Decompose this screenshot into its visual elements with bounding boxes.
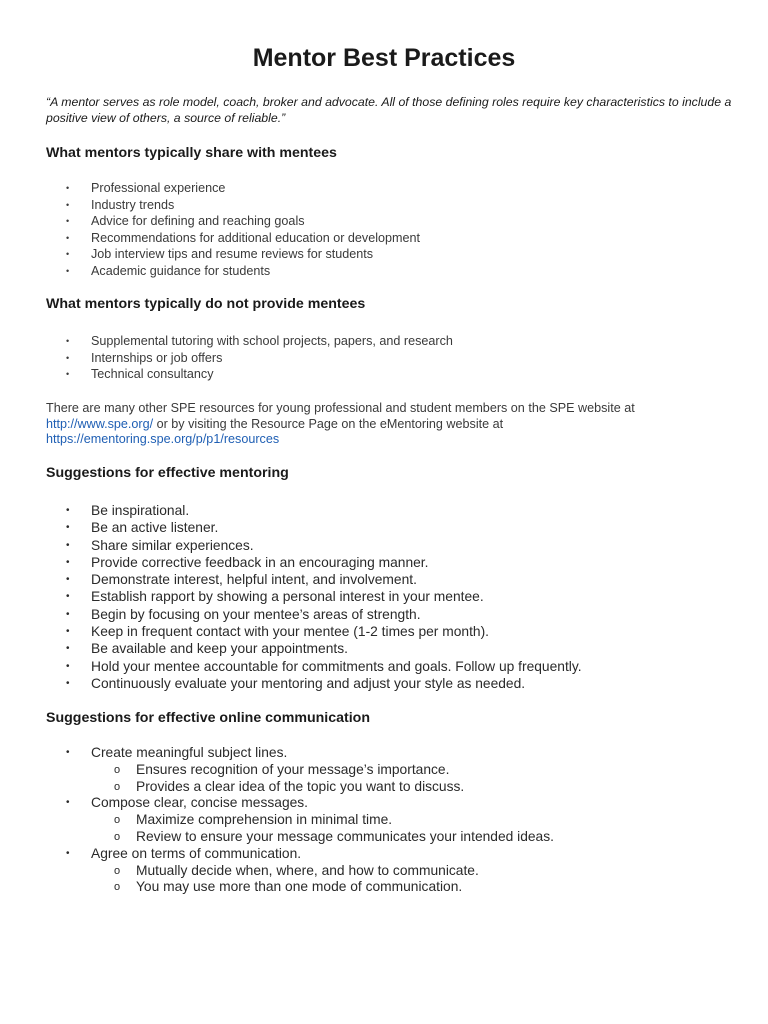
list-item-text: Mutually decide when, where, and how to communicate. <box>136 862 479 878</box>
list-item <box>0 571 768 588</box>
list-item-text: Provides a clear idea of the topic you want to discuss. <box>136 778 465 794</box>
sub-list-item <box>0 829 768 846</box>
list-item <box>0 519 768 536</box>
resources-paragraph <box>46 401 736 448</box>
list-item-text: Recommendations for additional education or development <box>91 230 421 245</box>
list-item-text: Provide corrective feedback in an encouraging manner. <box>91 554 429 570</box>
bullet-icon: • <box>66 369 70 380</box>
list-item <box>0 350 768 367</box>
list-item-text: Be available and keep your appointments. <box>91 641 348 657</box>
list-item <box>0 554 768 571</box>
list-item-text: Create meaningful subject lines. <box>91 745 288 760</box>
list-online <box>0 745 768 896</box>
list-item-text: Professional experience <box>91 181 226 195</box>
page-title: Mentor Best Practices <box>252 44 516 72</box>
list-item <box>0 658 768 675</box>
list-item <box>0 795 768 812</box>
list-effective <box>0 502 768 692</box>
bullet-icon: • <box>66 352 70 363</box>
heading-online: Suggestions for effective online communication <box>46 710 370 726</box>
list-item-text: Share similar experiences. <box>91 537 254 553</box>
bullet-icon: • <box>66 199 70 210</box>
sub-list-item <box>0 779 768 796</box>
bullet-icon: • <box>66 677 70 689</box>
list-item-text: Internships or job offers <box>91 350 223 365</box>
bullet-icon: • <box>66 522 70 534</box>
resources-text-1: There are many other SPE resources for young professional and student members on the SPE website at <box>46 401 635 415</box>
list-item-text: Supplemental tutoring with school projects, papers, and research <box>91 334 453 348</box>
list-item <box>0 623 768 640</box>
list-item <box>0 246 768 263</box>
list-item <box>0 230 768 247</box>
list-item <box>0 640 768 657</box>
heading-effective: Suggestions for effective mentoring <box>46 465 289 481</box>
bullet-icon: • <box>66 265 70 276</box>
resources-text-2: or by visiting the Resource Page on the eMentoring website at <box>153 416 504 431</box>
bullet-icon: • <box>66 505 70 516</box>
list-item <box>0 745 768 762</box>
bullet-icon: • <box>66 216 70 227</box>
list-item-text: Continuously evaluate your mentoring and adjust your style as needed. <box>91 675 526 691</box>
bullet-icon: • <box>66 249 70 260</box>
bullet-icon: • <box>66 336 70 346</box>
bullet-icon: • <box>66 232 70 243</box>
bullet-icon: • <box>66 626 70 638</box>
list-not-provide <box>0 333 768 383</box>
bullet-icon: • <box>66 797 70 809</box>
list-item <box>0 675 768 692</box>
list-item-text: Technical consultancy <box>91 367 214 382</box>
list-item-text: Agree on terms of communication. <box>91 845 302 861</box>
bullet-icon: • <box>66 539 70 551</box>
bullet-icon: • <box>66 608 70 620</box>
heading-not-provide: What mentors typically do not provide mentees <box>46 296 366 312</box>
bullet-icon: • <box>66 591 70 603</box>
list-item-text: Industry trends <box>91 197 175 212</box>
bullet-icon: • <box>66 847 70 859</box>
list-item <box>0 846 768 863</box>
list-item-text: Compose clear, concise messages. <box>91 795 309 811</box>
list-item-text: Be inspirational. <box>91 503 190 518</box>
list-share <box>0 180 768 280</box>
list-item <box>0 606 768 623</box>
circle-bullet-icon: o <box>114 814 121 827</box>
list-item <box>0 263 768 280</box>
intro-quote: “A mentor serves as role model, coach, broker and advocate. All of those defining roles require key characteristics to include a positive view of others, a source of reliable.” <box>46 95 732 125</box>
list-item-text: Begin by focusing on your mentee’s areas of strength. <box>91 606 421 622</box>
list-item <box>0 197 768 214</box>
bullet-icon: • <box>66 747 70 758</box>
sub-list-item <box>0 812 768 829</box>
bullet-icon: • <box>66 574 70 586</box>
list-item-text: Advice for defining and reaching goals <box>91 214 305 229</box>
circle-bullet-icon: o <box>114 763 121 776</box>
list-item-text: Review to ensure your message communicates your intended ideas. <box>136 828 554 844</box>
list-item-text: You may use more than one mode of communication. <box>136 879 463 895</box>
list-item-text: Hold your mentee accountable for commitments and goals. Follow up frequently. <box>91 658 582 674</box>
list-item-text: Ensures recognition of your message’s importance. <box>136 761 450 777</box>
ementoring-resources-link[interactable]: https://ementoring.spe.org/p/p1/resources <box>46 432 280 446</box>
list-item-text: Be an active listener. <box>91 520 219 536</box>
list-item-text: Establish rapport by showing a personal interest in your mentee. <box>91 589 484 605</box>
sub-list-item <box>0 762 768 779</box>
list-item <box>0 537 768 554</box>
heading-share: What mentors typically share with mentees <box>46 145 337 161</box>
list-item <box>0 180 768 197</box>
bullet-icon: • <box>66 643 70 655</box>
list-item <box>0 366 768 383</box>
list-item <box>0 502 768 519</box>
list-item-text: Maximize comprehension in minimal time. <box>136 812 393 828</box>
list-item-text: Job interview tips and resume reviews for students <box>91 247 374 262</box>
sub-list-item <box>0 879 768 896</box>
list-item-text: Academic guidance for students <box>91 263 271 278</box>
spe-website-link[interactable]: http://www.spe.org/ <box>46 416 154 431</box>
bullet-icon: • <box>66 183 70 193</box>
list-item-text: Keep in frequent contact with your mentee (1-2 times per month). <box>91 624 490 640</box>
list-item-text: Demonstrate interest, helpful intent, and involvement. <box>91 572 417 588</box>
bullet-icon: • <box>66 660 70 672</box>
circle-bullet-icon: o <box>114 881 121 894</box>
list-item <box>0 333 768 350</box>
circle-bullet-icon: o <box>114 830 121 843</box>
list-item <box>0 213 768 230</box>
bullet-icon: • <box>66 556 70 568</box>
sub-list-item <box>0 863 768 880</box>
circle-bullet-icon: o <box>114 780 121 793</box>
list-item <box>0 588 768 605</box>
circle-bullet-icon: o <box>114 864 121 877</box>
